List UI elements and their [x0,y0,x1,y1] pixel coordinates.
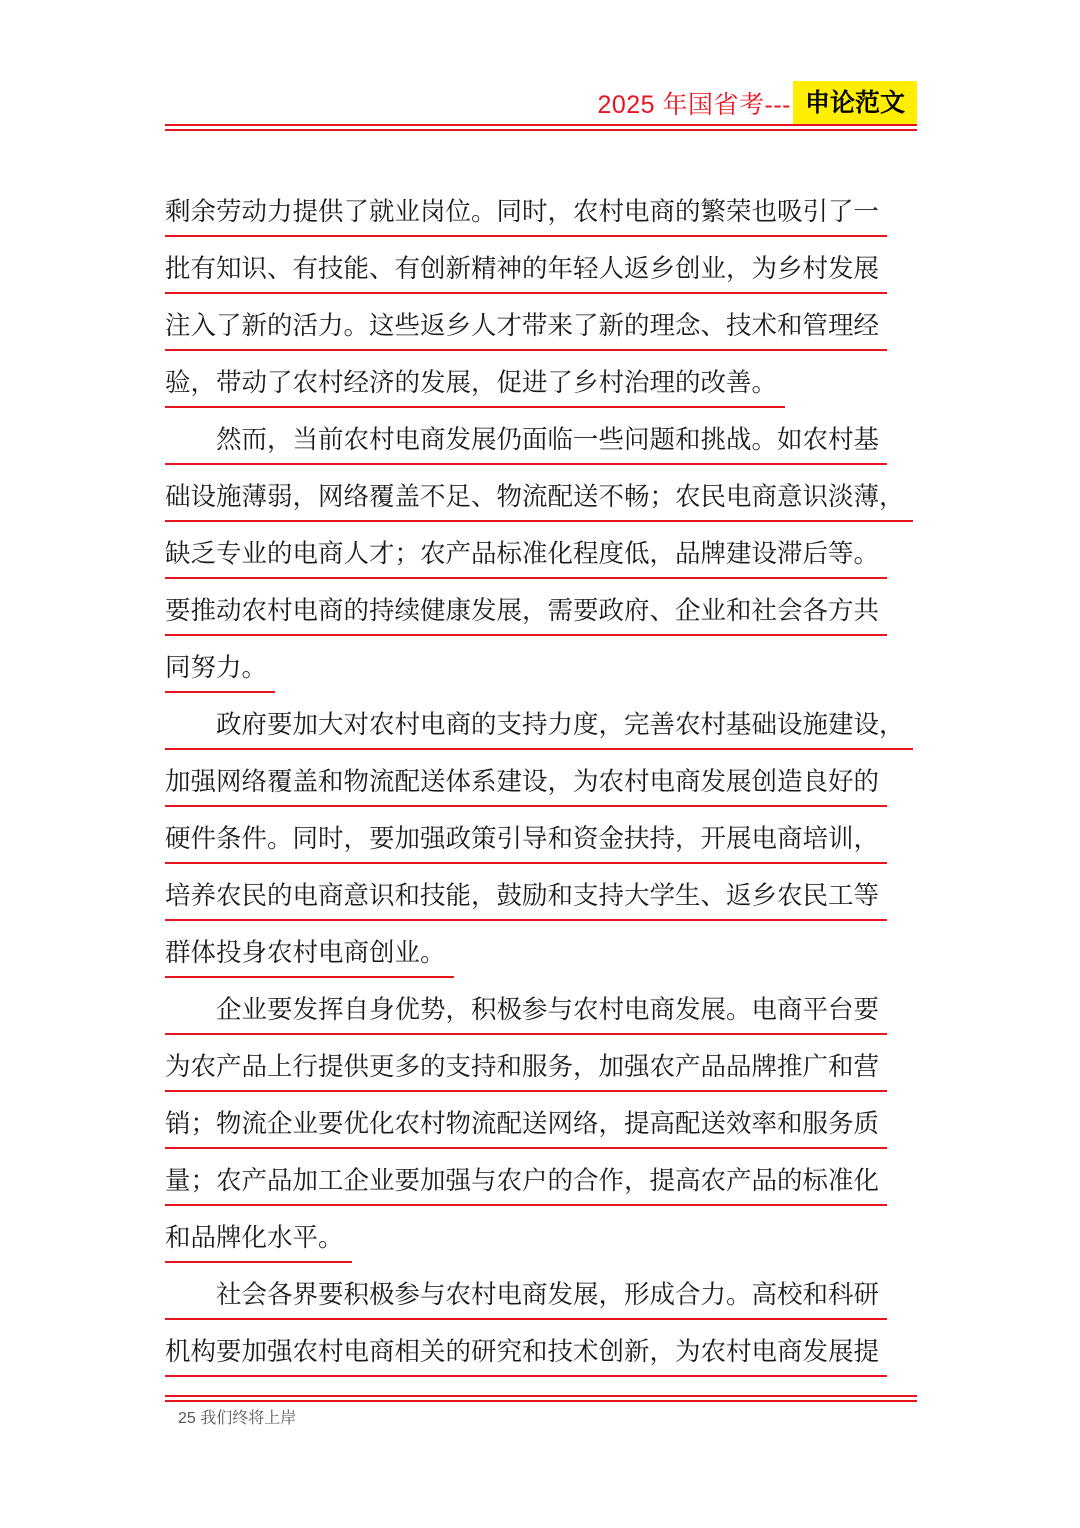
red-underline [165,1261,352,1263]
paragraph [165,1269,917,1383]
text-line [165,756,917,813]
text-line [165,1212,917,1269]
line-text: 硬件条件。同时，要加强政策引导和资金扶持，开展电商培训， [165,824,880,854]
red-underline [165,1204,887,1206]
page-header [597,80,917,126]
paragraph [165,186,917,414]
red-underline [165,463,887,465]
red-underline [165,1033,887,1035]
line-text: 批有知识、有技能、有创新精神的年轻人返乡创业，为乡村发展 [165,254,880,284]
red-underline [165,691,275,693]
red-underline [165,406,785,408]
line-text: 机构要加强农村电商相关的研究和技术创新，为农村电商发展提 [165,1337,880,1367]
header-rule-bottom [165,129,917,131]
header-badge: 申论范文 [793,81,917,125]
text-line [165,1326,917,1383]
text-line [165,699,917,756]
red-underline [165,1375,887,1377]
footer-rule-bottom [165,1400,917,1402]
red-underline [165,1318,887,1320]
paragraph [165,699,917,984]
line-text: 量；农产品加工企业要加强与农户的合作，提高农产品的标准化 [165,1166,880,1196]
red-underline [165,976,454,978]
line-text: 要推动农村电商的持续健康发展，需要政府、企业和社会各方共 [165,596,880,626]
red-underline [165,520,913,522]
text-line [165,243,917,300]
line-text: 同努力。 [165,653,268,683]
line-text: 缺乏专业的电商人才；农产品标准化程度低，品牌建设滞后等。 [165,539,880,569]
red-underline [165,1090,887,1092]
text-line [165,927,917,984]
line-text: 础设施薄弱，网络覆盖不足、物流配送不畅；农民电商意识淡薄， [165,482,905,512]
text-line [165,357,917,414]
red-underline [165,805,887,807]
line-text: 销；物流企业要优化农村物流配送网络，提高配送效率和服务质 [165,1109,880,1139]
red-underline [165,577,887,579]
text-line [165,813,917,870]
line-text: 剩余劳动力提供了就业岗位。同时，农村电商的繁荣也吸引了一 [165,197,880,227]
text-line [165,585,917,642]
text-line [165,1041,917,1098]
text-line [165,1098,917,1155]
footer-rule-top [165,1395,917,1397]
text-line [165,471,917,528]
red-underline [165,349,887,351]
line-text: 和品牌化水平。 [165,1223,344,1253]
line-text: 群体投身农村电商创业。 [165,938,446,968]
text-line [165,1155,917,1212]
line-text: 培养农民的电商意识和技能，鼓励和支持大学生、返乡农民工等 [165,881,880,911]
red-underline [165,292,887,294]
paragraph [165,414,917,699]
line-text: 企业要发挥自身优势，积极参与农村电商发展。电商平台要 [165,995,880,1025]
text-line [165,528,917,585]
text-line [165,300,917,357]
line-text: 注入了新的活力。这些返乡人才带来了新的理念、技术和管理经 [165,311,880,341]
line-text: 为农产品上行提供更多的支持和服务，加强农产品品牌推广和营 [165,1052,880,1082]
red-underline [165,748,913,750]
line-text: 加强网络覆盖和物流配送体系建设，为农村电商发展创造良好的 [165,767,880,797]
line-text: 验，带动了农村经济的发展，促进了乡村治理的改善。 [165,368,778,398]
text-line [165,642,917,699]
text-line [165,414,917,471]
red-underline [165,862,887,864]
red-underline [165,235,887,237]
red-underline [165,1147,887,1149]
red-underline [165,919,887,921]
text-line [165,1269,917,1326]
text-line [165,186,917,243]
text-line [165,870,917,927]
paragraph [165,984,917,1269]
header-rule-top [165,124,917,126]
essay-body [165,186,917,1383]
header-title: 2025 年国省考--- [597,91,791,119]
page-footer: 25 我们终将上岸 [178,1410,297,1427]
line-text: 社会各界要积极参与农村电商发展，形成合力。高校和科研 [165,1280,880,1310]
text-line [165,984,917,1041]
line-text: 政府要加大对农村电商的支持力度，完善农村基础设施建设， [165,710,905,740]
line-text: 然而，当前农村电商发展仍面临一些问题和挑战。如农村基 [165,425,880,455]
red-underline [165,634,887,636]
